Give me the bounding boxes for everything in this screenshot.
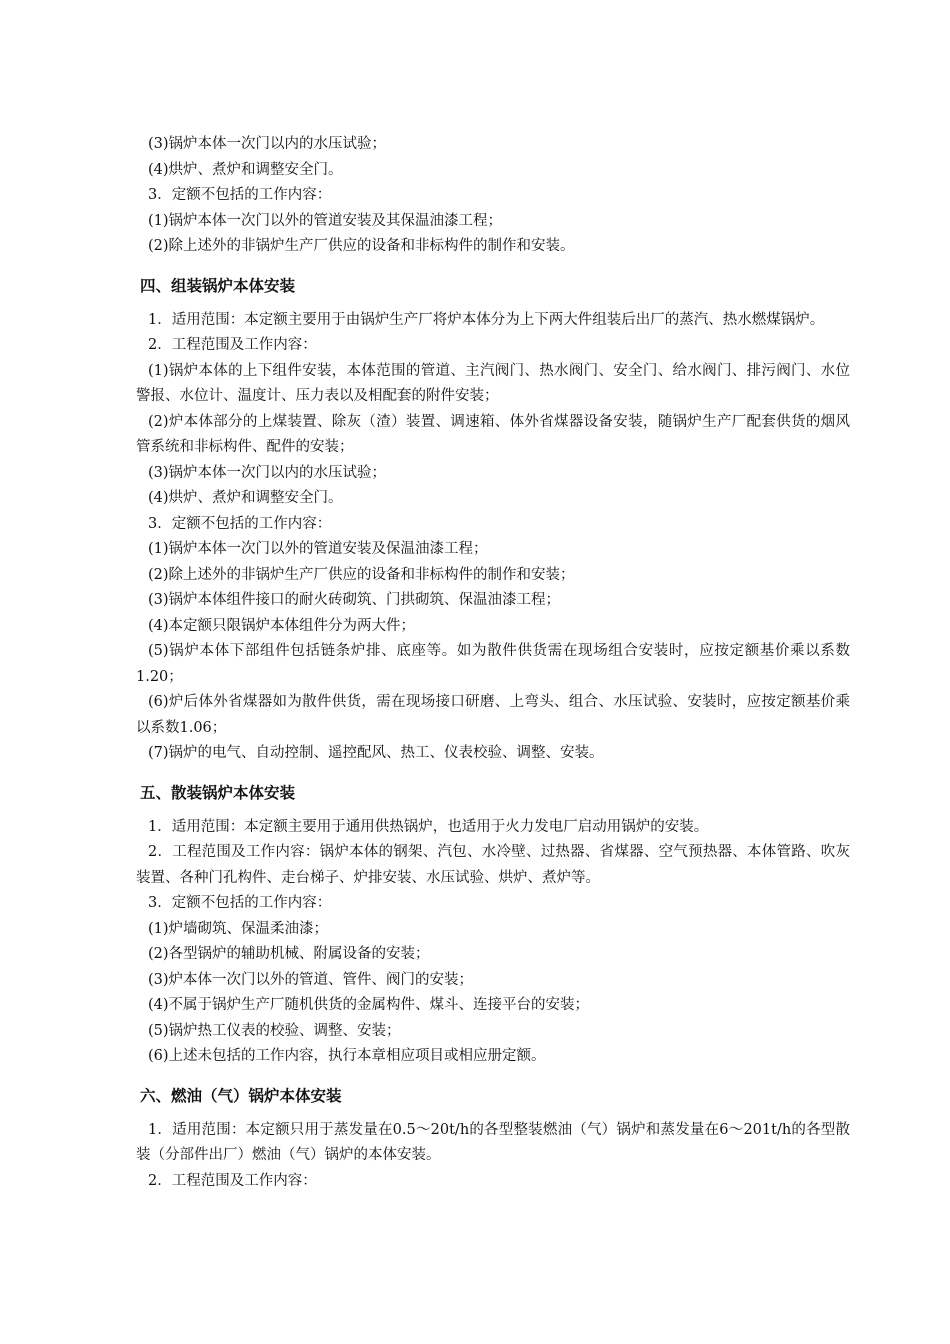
section-heading: 四、组装锅炉本体安装 — [140, 276, 296, 295]
paragraph: (2)各型锅炉的辅助机械、附属设备的安装； — [148, 946, 430, 962]
paragraph: (1)炉墙砌筑、保温柔油漆； — [148, 920, 329, 937]
paragraph: (5)锅炉热工仪表的校验、调整、安装； — [148, 1022, 401, 1039]
paragraph: (4)不属于锅炉生产厂随机供货的金属构件、煤斗、连接平台的安装； — [148, 997, 590, 1013]
paragraph: 1．适用范围：本定额主要用于由锅炉生产厂将炉本体分为上下两大件组装后出厂的蒸汽、热水燃煤锅炉。 — [148, 311, 825, 328]
paragraph: (5)锅炉本体下部组件包括链条炉排、底座等。如为散件供货需在现场组合安装时，应按定额基价乘以系数1.20； — [136, 643, 850, 685]
paragraph: 3．定额不包括的工作内容： — [148, 515, 332, 532]
paragraph: 1．适用范围：本定额主要用于通用供热锅炉，也适用于火力发电厂启动用锅炉的安装。 — [148, 818, 709, 835]
paragraph: (2)炉本体部分的上煤装置、除灰（渣）装置、调速箱、体外省煤器设备安装，随锅炉生产厂配套供货的烟风管系统和非标构件、配件的安装； — [136, 413, 850, 455]
paragraph: (2)除上述外的非锅炉生产厂供应的设备和非标构件的制作和安装； — [148, 566, 575, 583]
paragraph: (4)烘炉、煮炉和调整安全门。 — [148, 490, 343, 506]
paragraph: (3)锅炉本体组件接口的耐火砖砌筑、门拱砌筑、保温油漆工程； — [148, 592, 561, 608]
paragraph: (2)除上述外的非锅炉生产厂供应的设备和非标构件的制作和安装。 — [148, 238, 575, 254]
paragraph: (1)锅炉本体一次门以外的管道安装及其保温油漆工程； — [148, 212, 503, 229]
paragraph: (6)炉后体外省煤器如为散件供货，需在现场接口研磨、上弯头、组合、水压试验、安装时，应按定额基价乘以系数1.06； — [136, 694, 850, 736]
paragraph: (4)烘炉、煮炉和调整安全门。 — [148, 161, 343, 178]
paragraph: 2．工程范围及工作内容：锅炉本体的钢架、汽包、水冷壁、过热器、省煤器、空气预热器、本体管路、吹灰装置、各种门孔构件、走台梯子、炉排安装、水压试验、烘炉、煮炉等。 — [136, 844, 850, 886]
paragraph: (3)炉本体一次门以外的管道、管件、阀门的安装； — [148, 971, 474, 988]
paragraph: 3．定额不包括的工作内容： — [148, 187, 332, 203]
paragraph: (3)锅炉本体一次门以内的水压试验； — [148, 464, 387, 481]
paragraph: (3)锅炉本体一次门以内的水压试验； — [148, 136, 387, 152]
paragraph: 2．工程范围及工作内容： — [148, 1172, 317, 1189]
paragraph: (1)锅炉本体的上下组件安装，本体范围的管道、主汽阀门、热水阀门、安全门、给水阀门、排污阀门、水位警报、水位计、温度计、压力表以及相配套的附件安装； — [136, 362, 850, 404]
paragraph: (7)锅炉的电气、自动控制、遥控配风、热工、仪表校验、调整、安装。 — [148, 745, 604, 761]
paragraph: 3．定额不包括的工作内容： — [148, 895, 332, 911]
paragraph: (1)锅炉本体一次门以外的管道安装及保温油漆工程； — [148, 541, 488, 557]
section-heading: 六、燃油（气）锅炉本体安装 — [140, 1086, 342, 1105]
section-heading: 五、散装锅炉本体安装 — [140, 783, 296, 802]
paragraph: (6)上述未包括的工作内容，执行本章相应项目或相应册定额。 — [148, 1048, 546, 1064]
paragraph: 1．适用范围：本定额只用于蒸发量在0.5～20t/h的各型整装燃油（气）锅炉和蒸发量在6～201t/h的各型散装（分部件出厂）燃油（气）锅炉的本体安装。 — [136, 1121, 850, 1163]
paragraph: 2．工程范围及工作内容： — [148, 337, 317, 353]
document-page — [0, 132, 950, 1194]
paragraph: (4)本定额只限锅炉本体组件分为两大件； — [148, 617, 416, 634]
